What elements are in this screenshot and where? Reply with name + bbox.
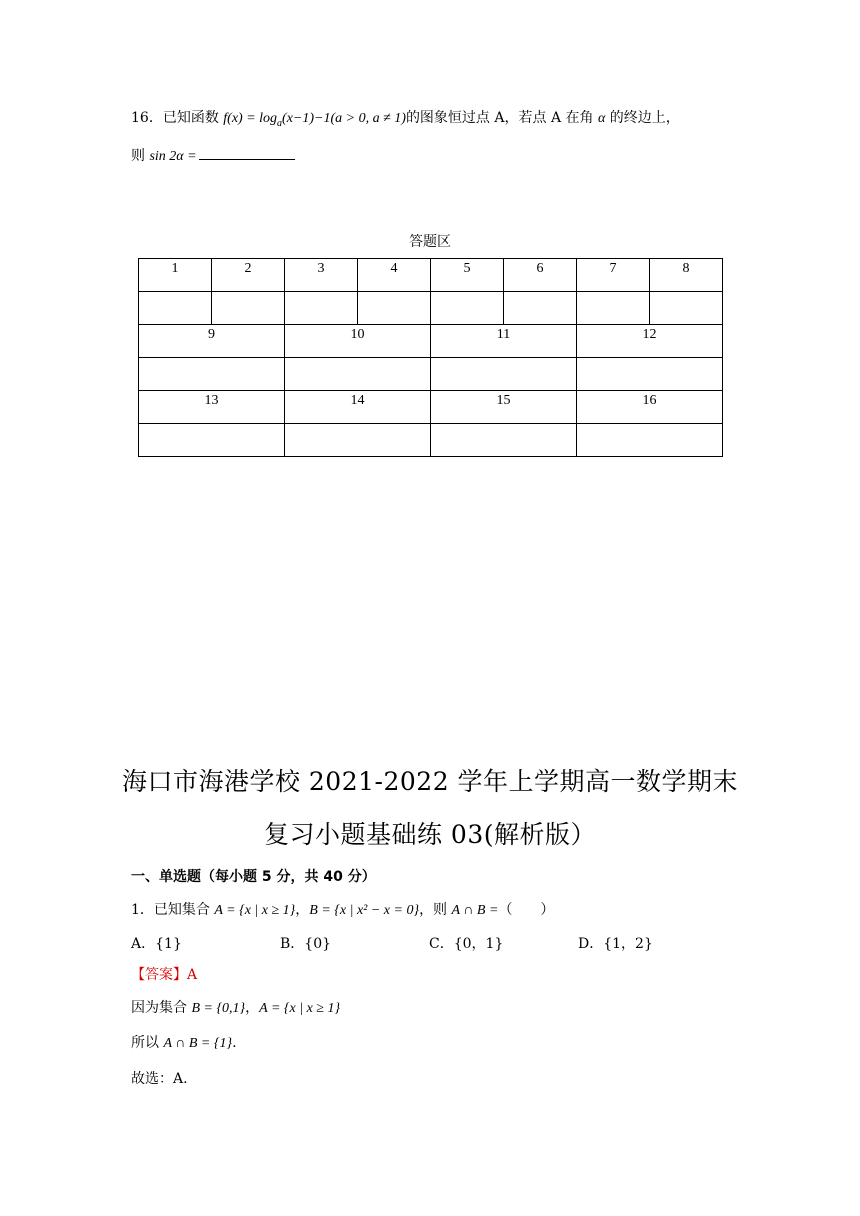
table-row (139, 424, 723, 457)
table-cell: 3 (285, 259, 358, 292)
answer-cell[interactable] (577, 424, 723, 457)
answer-table (138, 258, 723, 457)
table-cell: 14 (285, 391, 431, 424)
table-row (139, 325, 723, 358)
answer-cell[interactable] (139, 424, 285, 457)
answer-value: A (187, 967, 198, 983)
answer-cell[interactable] (431, 292, 504, 325)
table-cell: 2 (212, 259, 285, 292)
table-cell: 7 (577, 259, 650, 292)
intersection-expression: A ∩ B = (451, 903, 499, 918)
question-1-stem (131, 899, 554, 919)
table-cell: 4 (358, 259, 431, 292)
table-cell: 9 (139, 325, 285, 358)
option-value: {1} (155, 936, 182, 952)
explanation-math: B = {0,1} (191, 1001, 246, 1016)
question-16-line-2 (131, 145, 295, 165)
table-cell: 10 (285, 325, 431, 358)
table-cell: 16 (577, 391, 723, 424)
answer-area-title: 答题区 (409, 234, 451, 250)
answer-cell[interactable] (285, 292, 358, 325)
table-row (139, 358, 723, 391)
answer-parentheses: （ ） (498, 902, 555, 918)
question-text: 已知集合 (153, 902, 215, 918)
option-label: D． (578, 936, 604, 952)
option-value: {0，1} (453, 936, 504, 952)
function-formula: f(x) = log (223, 111, 278, 126)
table-row (139, 292, 723, 325)
answer-cell[interactable] (212, 292, 285, 325)
set-a: A = {x | x ≥ 1} (214, 903, 296, 918)
section-heading: 一、单选题（每小题 5 分，共 40 分） (131, 869, 376, 885)
log-base: a (277, 117, 283, 129)
separator: ， (295, 902, 310, 918)
answer-cell[interactable] (504, 292, 577, 325)
answer-cell[interactable] (431, 424, 577, 457)
option-label: A． (131, 936, 156, 952)
option-a[interactable] (131, 933, 182, 953)
question-number: 16． (131, 110, 163, 126)
document-title-line-2: 复习小题基础练 03(解析版） (263, 820, 596, 849)
answer-tag: 【答案】 (131, 967, 187, 983)
option-label: B． (280, 936, 305, 952)
explanation-text: 所以 (131, 1035, 164, 1051)
table-row (139, 391, 723, 424)
option-b[interactable] (280, 933, 331, 953)
answer-cell[interactable] (577, 292, 650, 325)
target-expression: sin 2α = (149, 149, 197, 164)
set-b: B = {x | x² − x = 0} (309, 903, 420, 918)
answer-blank[interactable] (199, 147, 295, 160)
option-value: {0} (304, 936, 332, 952)
separator: ， (245, 1000, 260, 1016)
question-text: 的终边上， (605, 110, 680, 126)
table-cell: 15 (431, 391, 577, 424)
answer-cell[interactable] (285, 358, 431, 391)
question-text: ，则 (419, 902, 452, 918)
explanation-line-2 (131, 1032, 237, 1052)
question-number: 1． (131, 902, 154, 918)
table-cell: 11 (431, 325, 577, 358)
explanation-math: A ∩ B = {1} (163, 1036, 233, 1051)
function-argument: (x−1)−1(a > 0, a ≠ 1) (282, 111, 406, 126)
option-c[interactable] (429, 933, 503, 953)
question-text: 则 (131, 148, 150, 164)
explanation-math: A = {x | x ≥ 1} (259, 1001, 341, 1016)
option-d[interactable] (578, 933, 653, 953)
table-cell: 13 (139, 391, 285, 424)
table-cell: 12 (577, 325, 723, 358)
answer-cell[interactable] (358, 292, 431, 325)
explanation-text: . (232, 1035, 237, 1051)
question-text: 的图象恒过点 A，若点 A 在角 (405, 110, 598, 126)
question-16-line-1 (131, 107, 680, 129)
table-cell: 5 (431, 259, 504, 292)
table-cell: 1 (139, 259, 212, 292)
table-row (139, 259, 723, 292)
table-cell: 6 (504, 259, 577, 292)
answer-line (131, 964, 197, 984)
explanation-text: 因为集合 (131, 1000, 192, 1016)
document-title-line-1: 海口市海港学校 2021-2022 学年上学期高一数学期末 (121, 767, 739, 796)
angle-symbol: α (597, 111, 606, 126)
option-value: {1，2} (603, 936, 653, 952)
answer-cell[interactable] (139, 358, 285, 391)
question-text: 已知函数 (162, 110, 224, 126)
answer-cell[interactable] (431, 358, 577, 391)
answer-cell[interactable] (650, 292, 723, 325)
explanation-line-3: 故选：A. (131, 1071, 188, 1087)
explanation-line-1 (131, 997, 340, 1017)
table-cell: 8 (650, 259, 723, 292)
answer-cell[interactable] (139, 292, 212, 325)
answer-cell[interactable] (285, 424, 431, 457)
option-label: C． (429, 936, 454, 952)
answer-cell[interactable] (577, 358, 723, 391)
